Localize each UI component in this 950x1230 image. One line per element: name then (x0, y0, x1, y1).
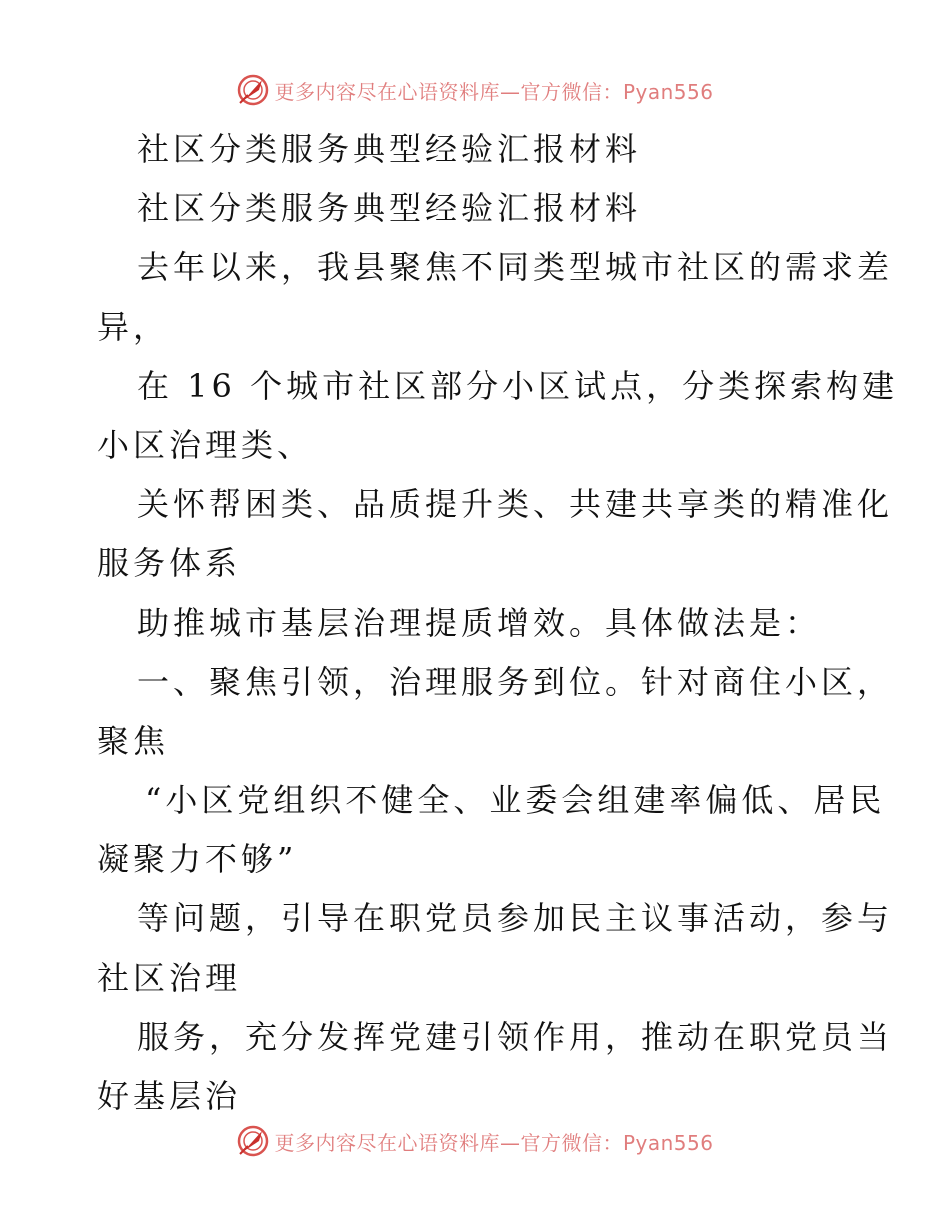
text-line: 等问题，引导在职党员参加民主议事活动，参与 (137, 899, 894, 938)
text-line: “小区党组织不健全、业委会组建率偏低、居民 (145, 781, 886, 820)
text-line: 社区治理 (97, 958, 242, 997)
text-line: 去年以来，我县聚焦不同类型城市社区的需求差 (137, 248, 894, 287)
footer-watermark (0, 1121, 950, 1161)
text-line: 异， (97, 307, 170, 346)
text-line: 社区分类服务典型经验汇报材料 (137, 130, 642, 168)
quill-logo-icon (236, 1124, 270, 1158)
watermark-text: 更多内容尽在心语资料库—官方微信：Pyan556 (274, 1130, 714, 1155)
watermark-text: 更多内容尽在心语资料库—官方微信：Pyan556 (274, 79, 714, 104)
text-line: 一、聚焦引领，治理服务到位。针对商住小区， (137, 662, 894, 701)
text-line: 服务，充分发挥党建引领作用，推动在职党员当 (137, 1017, 894, 1056)
quill-logo-icon (236, 73, 270, 107)
text-line: 好基层治 (97, 1077, 242, 1115)
text-line: 关怀帮困类、品质提升类、共建共享类的精准化 (137, 485, 894, 524)
text-line: 在 16 个城市社区部分小区试点，分类探索构建 (137, 366, 899, 405)
text-line: 服务体系 (97, 544, 242, 583)
text-line: 社区分类服务典型经验汇报材料 (137, 189, 642, 228)
text-line: 助推城市基层治理提质增效。具体做法是： (137, 603, 822, 642)
text-line: 聚焦 (97, 721, 170, 760)
text-line: 凝聚力不够” (97, 840, 298, 879)
header-watermark (0, 70, 950, 110)
text-line: 小区治理类、 (97, 425, 314, 464)
document-body (97, 120, 899, 1126)
